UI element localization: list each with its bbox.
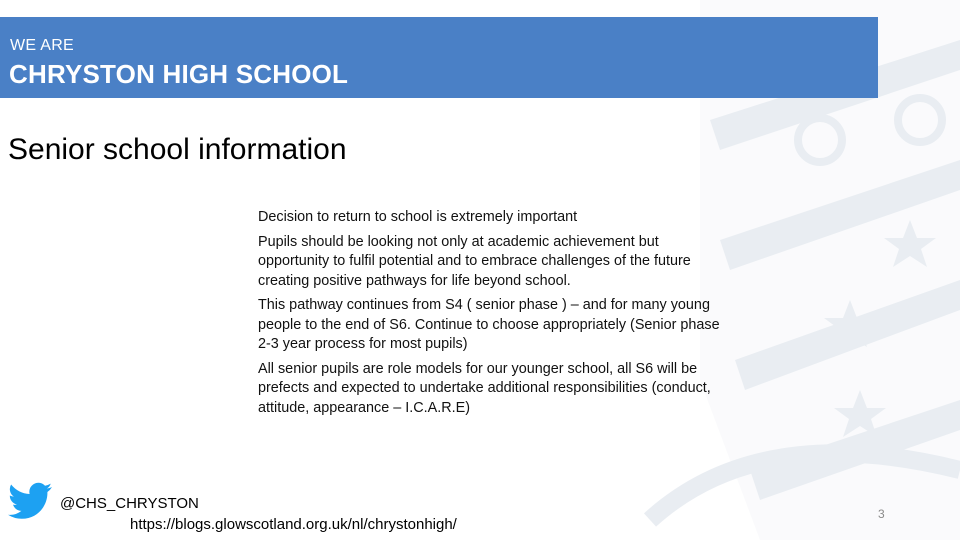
- info-paragraph: All senior pupils are role models for our younger school, all S6 will be prefects and expected to undertake additional responsibilities (conduct, attitude, appearance – I.C.A.R.E): [258, 360, 711, 416]
- info-paragraph: Decision to return to school is extremely important: [258, 209, 578, 225]
- school-name: CHRYSTON HIGH SCHOOL: [9, 59, 349, 89]
- school-blog-link[interactable]: https://blogs.glowscotland.org.uk/nl/chrystonhigh/: [130, 516, 457, 533]
- info-text-block: [258, 208, 733, 423]
- twitter-handle[interactable]: @CHS_CHRYSTON: [60, 495, 199, 512]
- banner-tagline: WE ARE: [10, 37, 75, 54]
- twitter-bird-icon[interactable]: [8, 481, 52, 521]
- page-title: Senior school information: [8, 133, 347, 166]
- info-paragraph: This pathway continues from S4 ( senior phase ) – and for many young people to the end of S6. Continue to choose appropriately (Senior phase 2-3 year process for most pupils): [258, 297, 720, 352]
- info-paragraph: Pupils should be looking not only at academic achievement but opportunity to fulfil potential and to embrace challenges of the future creating positive pathways for life beyond school.: [258, 233, 691, 289]
- slide-number: 3: [878, 507, 885, 521]
- header-banner: [0, 17, 878, 98]
